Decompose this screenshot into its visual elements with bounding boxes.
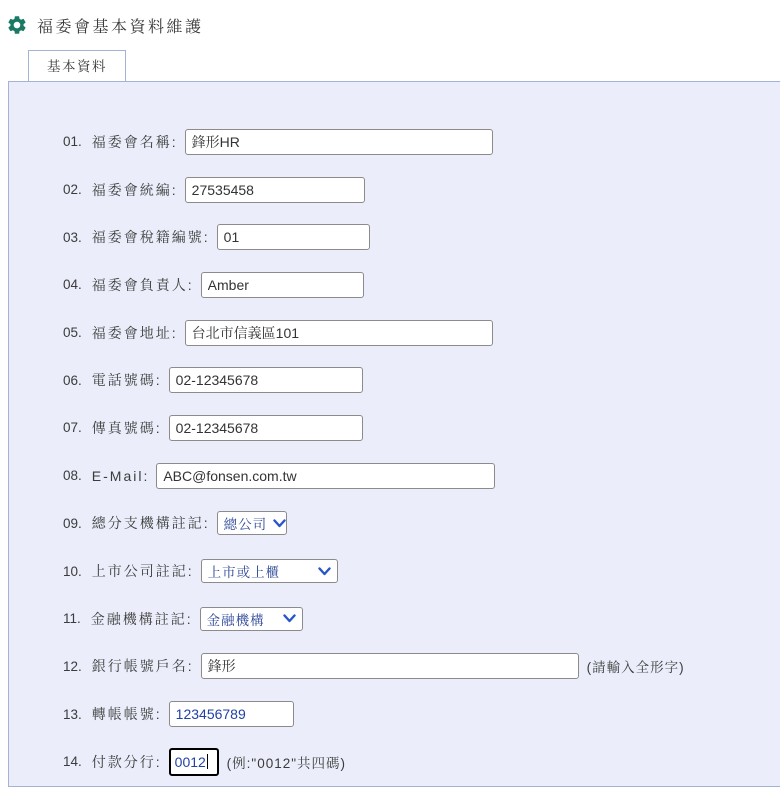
form-panel [8,81,780,787]
form-row [63,261,780,309]
form-row [63,404,780,452]
field-number: 01. [63,134,82,150]
field-number: 07. [63,420,82,436]
field-number: 13. [63,706,82,722]
form-row [63,213,780,261]
field-number: 05. [63,325,82,341]
field-label: 總分支機構註記: [91,515,210,532]
chevron-down-icon [273,519,286,528]
field-label: 福委會地址: [91,324,178,341]
field-number: 12. [63,658,82,674]
field-number: 11. [63,611,81,627]
transfer-account-input[interactable] [169,701,294,727]
field-label: 付款分行: [91,753,162,770]
listed-company-select[interactable]: 上市或上櫃 [201,559,338,583]
form-row [63,166,780,214]
field-label: 福委會稅籍編號: [91,229,210,246]
field-number: 14. [63,754,82,770]
committee-name-input[interactable] [185,129,493,155]
field-number: 10. [63,563,82,579]
field-number: 08. [63,468,82,484]
chevron-down-icon [318,567,331,576]
form-row [63,309,780,357]
field-label: 上市公司註記: [91,563,194,580]
gear-icon [6,14,28,36]
form-row [63,118,780,166]
text-cursor [207,754,209,769]
field-number: 03. [63,229,82,245]
head-branch-select[interactable]: 總公司 [217,511,287,535]
field-hint: (例:"0012"共四碼) [226,755,347,771]
chevron-down-icon [283,614,296,623]
field-label: 金融機構註記: [90,610,193,627]
field-label: 轉帳帳號: [91,706,162,723]
financial-institution-select[interactable]: 金融機構 [200,607,303,631]
field-label: 福委會名稱: [91,133,178,150]
committee-tax-registration-input[interactable] [217,224,370,250]
form-row [63,738,780,786]
fax-number-input[interactable] [169,415,363,441]
payment-branch-input[interactable]: 0012 [169,748,219,776]
field-number: 06. [63,372,82,388]
form-row [63,595,780,643]
field-label: E-Mail: [91,467,150,484]
tab-basic-info[interactable]: 基本資料 [28,50,126,81]
field-hint: (請輸入全形字) [586,660,685,676]
form-row [63,356,780,404]
committee-address-input[interactable] [185,320,493,346]
bank-account-name-input[interactable] [201,653,579,679]
page-header [0,0,780,38]
field-number: 04. [63,277,82,293]
field-label: 電話號碼: [91,372,162,389]
field-label: 傳真號碼: [91,419,162,436]
committee-tax-id-input[interactable] [185,177,365,203]
form-rows [9,82,780,786]
field-label: 福委會負責人: [91,276,194,293]
field-label: 銀行帳號戶名: [91,658,194,675]
page-title: 福委會基本資料維護 [37,18,204,36]
phone-number-input[interactable] [169,367,363,393]
committee-principal-input[interactable] [201,272,364,298]
email-input[interactable] [156,463,495,489]
field-number: 02. [63,182,82,198]
form-row [63,500,780,548]
form-row [63,547,780,595]
field-label: 福委會統編: [91,181,178,198]
form-row [63,690,780,738]
form-row [63,452,780,500]
form-row [63,643,780,691]
field-number: 09. [63,515,82,531]
